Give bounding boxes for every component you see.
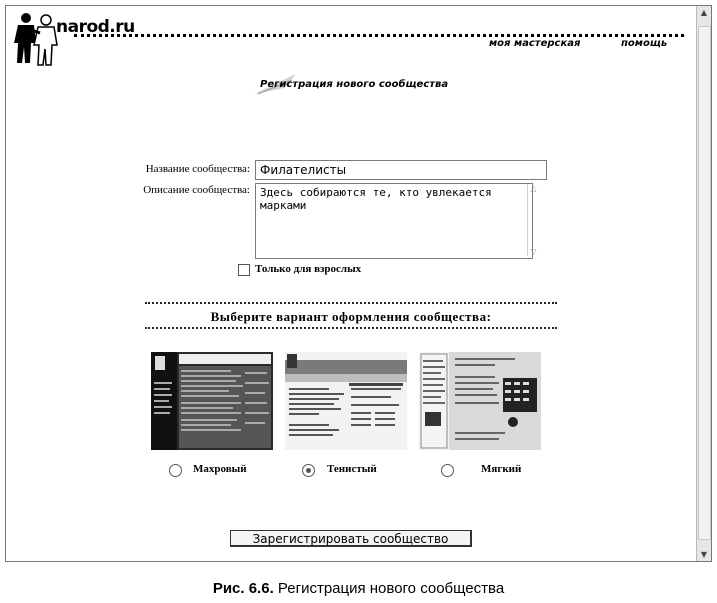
figure-caption-text: Регистрация нового сообщества bbox=[277, 580, 505, 597]
scroll-up-icon[interactable]: △ bbox=[530, 184, 537, 193]
site-logo[interactable] bbox=[12, 9, 135, 67]
dotted-divider-top bbox=[145, 302, 557, 304]
community-description-textarea[interactable] bbox=[255, 183, 533, 259]
name-label: Название сообщества: bbox=[145, 163, 250, 175]
register-community-button[interactable]: Зарегистрировать сообщество bbox=[230, 530, 472, 547]
logo-text: narod.ru bbox=[56, 17, 135, 37]
help-link[interactable]: помощь bbox=[621, 38, 668, 49]
page-scrollbar[interactable] bbox=[696, 6, 711, 561]
design-label-tenisty: Тенистый bbox=[327, 463, 377, 475]
scroll-up-arrow-icon[interactable]: ▲ bbox=[700, 8, 708, 17]
browser-page bbox=[5, 5, 712, 562]
design-preview-makhrovy[interactable] bbox=[151, 352, 273, 450]
header-dotted-rule bbox=[74, 34, 684, 37]
design-heading: Выберите вариант оформления сообщества: bbox=[210, 309, 492, 324]
textarea-scrollbar[interactable] bbox=[527, 184, 539, 256]
figure-caption bbox=[0, 580, 717, 597]
scrollbar-thumb[interactable] bbox=[698, 26, 711, 540]
design-label-makhrovy: Махровый bbox=[193, 463, 247, 475]
scroll-down-icon[interactable]: ▽ bbox=[530, 247, 537, 256]
design-radio-makhrovy[interactable] bbox=[169, 464, 182, 477]
design-preview-myagky[interactable] bbox=[419, 352, 541, 450]
dotted-divider-bottom bbox=[145, 327, 557, 329]
adults-only-checkbox[interactable] bbox=[238, 264, 250, 276]
figure-number: Рис. 6.6. bbox=[212, 580, 274, 597]
my-workshop-link[interactable]: моя мастерская bbox=[489, 38, 581, 49]
description-label: Описание сообщества: bbox=[143, 184, 250, 196]
page-title-block bbox=[252, 72, 462, 98]
design-label-myagky: Мягкий bbox=[481, 463, 522, 475]
design-radio-myagky[interactable] bbox=[441, 464, 454, 477]
design-preview-tenisty[interactable] bbox=[285, 352, 407, 450]
scroll-down-arrow-icon[interactable]: ▼ bbox=[700, 550, 708, 559]
page-title: Регистрация нового сообщества bbox=[260, 79, 449, 90]
adults-only-label: Только для взрослых bbox=[255, 263, 362, 275]
design-radio-tenisty[interactable] bbox=[302, 464, 315, 477]
community-name-input[interactable] bbox=[255, 160, 547, 180]
